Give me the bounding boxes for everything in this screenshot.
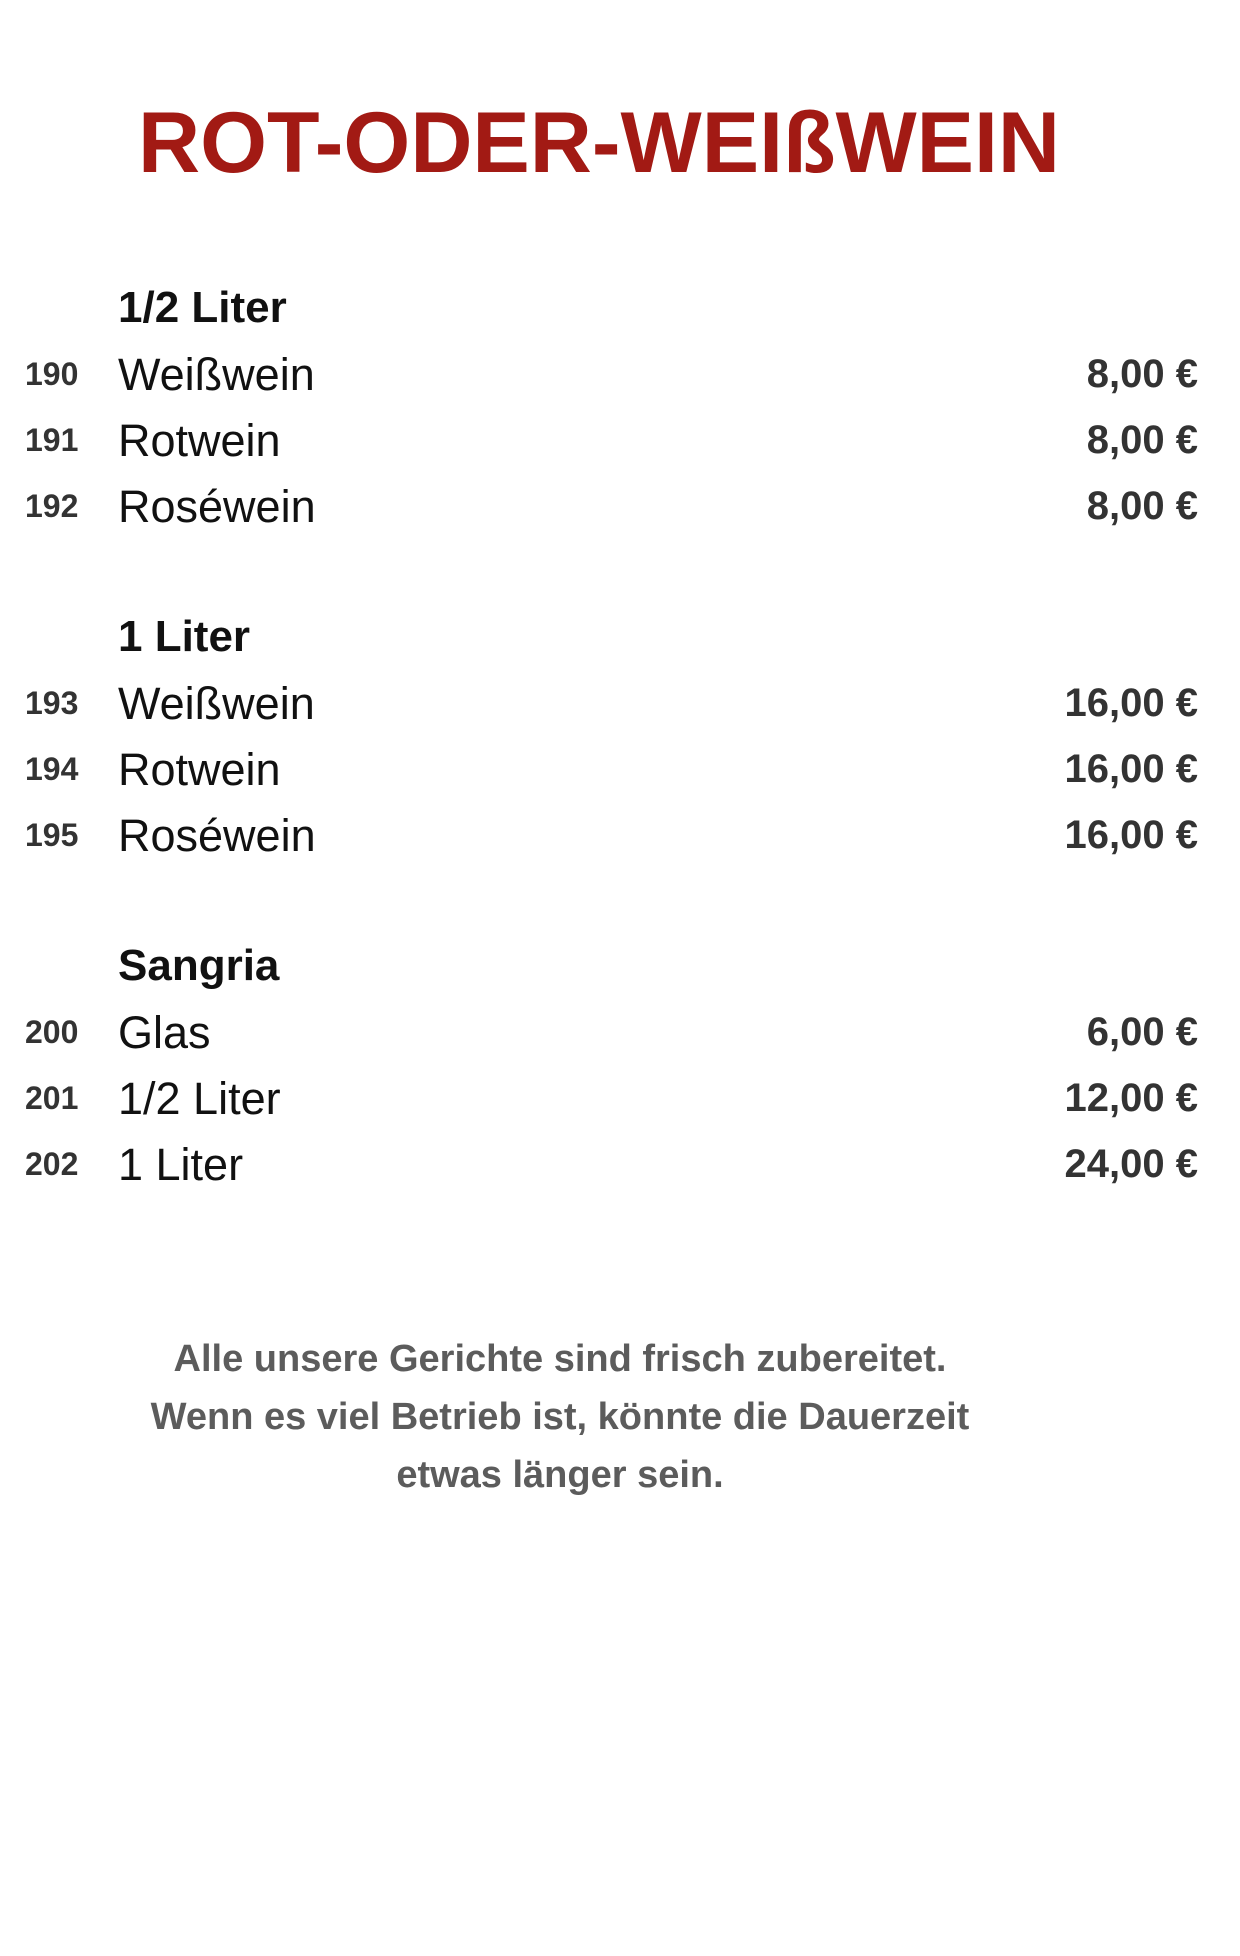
item-name: Rotwein — [118, 415, 281, 466]
footer-note — [0, 1330, 1120, 1504]
footer-line: Wenn es viel Betrieb ist, könnte die Dauerzeit — [150, 1396, 970, 1438]
menu-item — [0, 481, 1240, 550]
item-number: 190 — [25, 356, 79, 392]
item-number: 202 — [25, 1146, 79, 1182]
menu-item — [0, 349, 1240, 418]
footer-line: Alle unsere Gerichte sind frisch zubereitet. — [173, 1338, 947, 1380]
footer-line: etwas länger sein. — [396, 1454, 724, 1496]
menu-item — [0, 678, 1240, 747]
item-name: Rotwein — [118, 744, 281, 795]
item-number: 194 — [25, 751, 79, 787]
item-name: Weißwein — [118, 678, 315, 729]
item-number: 200 — [25, 1014, 79, 1050]
item-name: Roséwein — [118, 810, 316, 861]
menu-item — [0, 415, 1240, 484]
menu-item — [0, 810, 1240, 879]
item-number: 193 — [25, 685, 79, 721]
item-list — [0, 1007, 1240, 1208]
item-price: 8,00 € — [1086, 418, 1198, 462]
page-title: ROT-ODER-WEIßWEIN — [138, 95, 1061, 191]
item-list — [0, 349, 1240, 550]
menu-item — [0, 744, 1240, 813]
item-name: Roséwein — [118, 481, 316, 532]
item-list — [0, 678, 1240, 879]
item-price: 12,00 € — [1064, 1076, 1198, 1120]
item-name: 1/2 Liter — [118, 1073, 281, 1124]
item-number: 191 — [25, 422, 79, 458]
item-price: 16,00 € — [1064, 747, 1198, 791]
item-number: 192 — [25, 488, 79, 524]
item-price: 16,00 € — [1064, 813, 1198, 857]
menu-item — [0, 1007, 1240, 1076]
item-name: Weißwein — [118, 349, 315, 400]
menu-item — [0, 1073, 1240, 1142]
item-price: 8,00 € — [1086, 484, 1198, 528]
item-number: 195 — [25, 817, 79, 853]
item-price: 24,00 € — [1064, 1142, 1198, 1186]
item-price: 16,00 € — [1064, 681, 1198, 725]
section-heading: Sangria — [118, 941, 280, 990]
item-price: 8,00 € — [1086, 352, 1198, 396]
item-name: Glas — [118, 1007, 211, 1058]
menu-item — [0, 1139, 1240, 1208]
section-heading: 1 Liter — [118, 612, 251, 661]
item-name: 1 Liter — [118, 1139, 244, 1190]
section-heading: 1/2 Liter — [118, 283, 287, 332]
item-price: 6,00 € — [1086, 1010, 1198, 1054]
item-number: 201 — [25, 1080, 79, 1116]
